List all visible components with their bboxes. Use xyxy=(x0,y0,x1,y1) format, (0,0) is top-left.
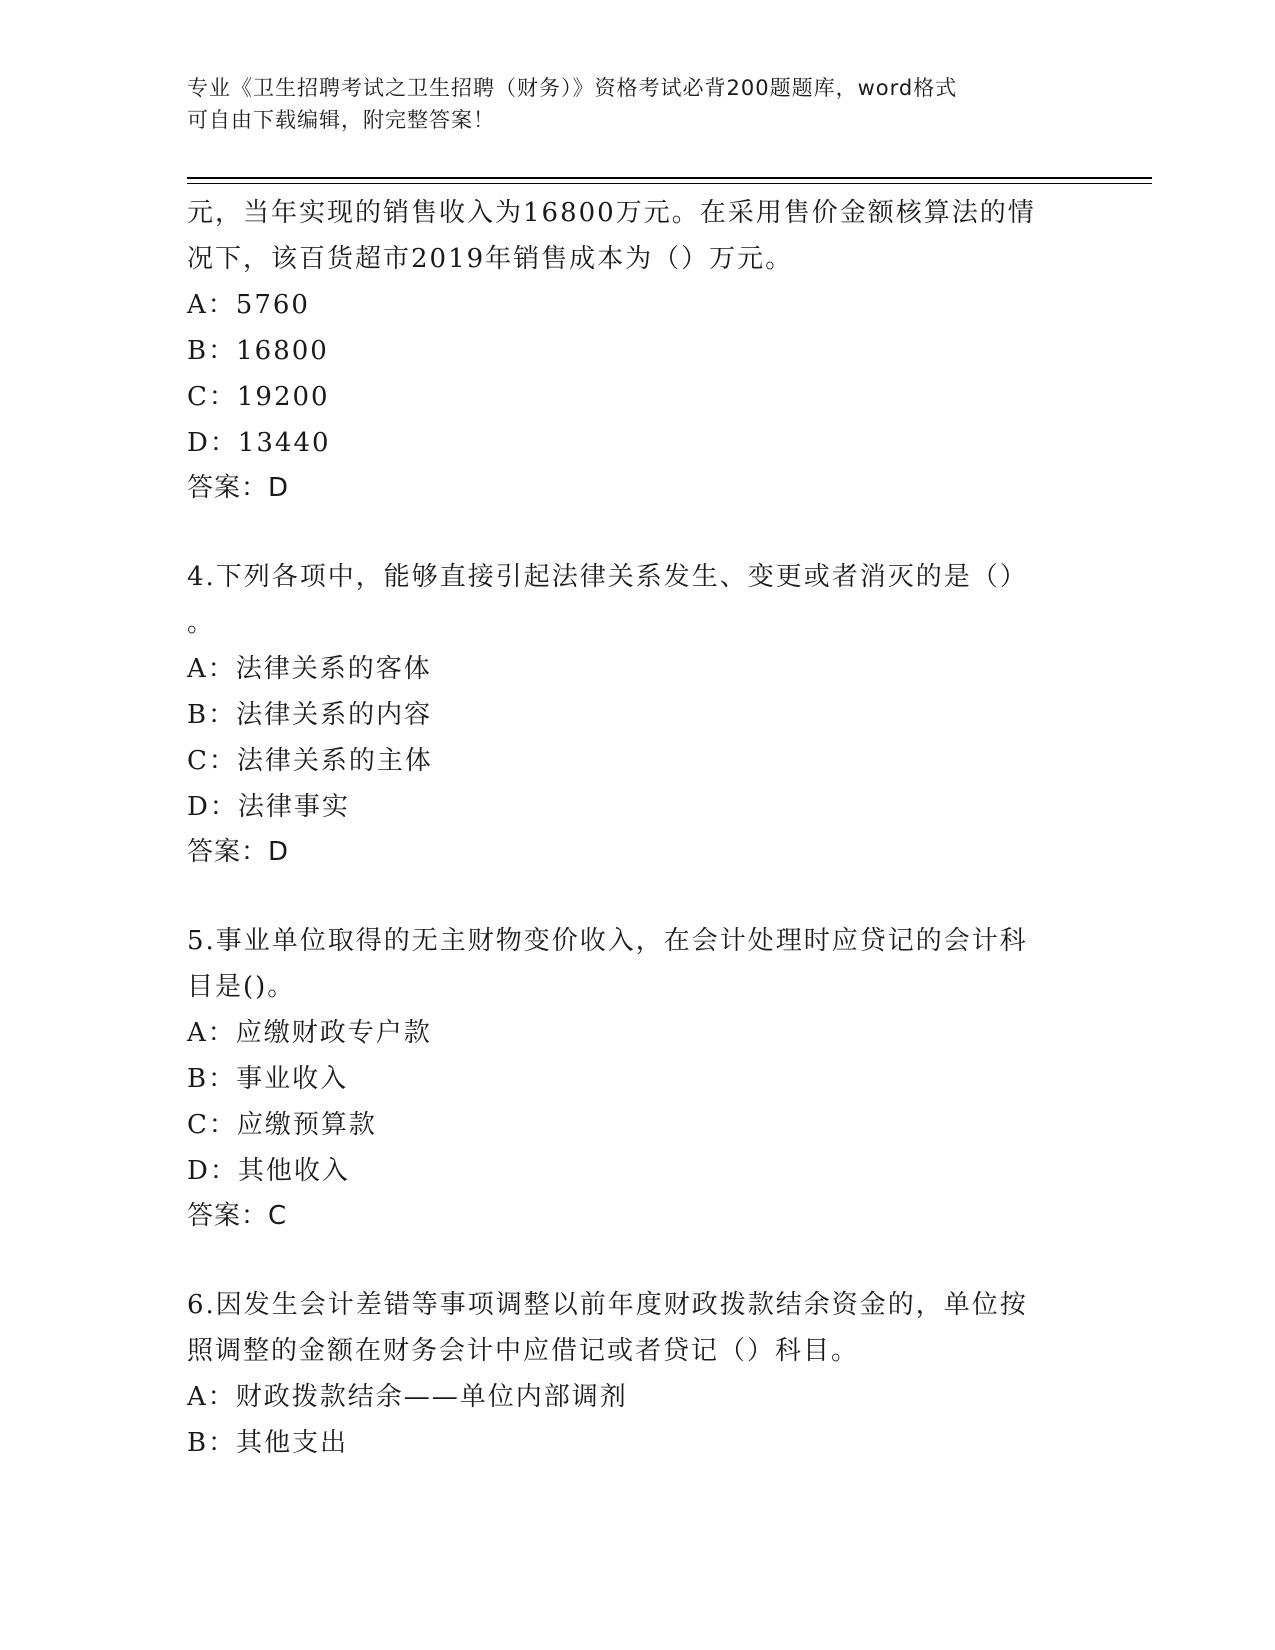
question-text-line: 6.因发生会计差错等事项调整以前年度财政拨款结余资金的，单位按 xyxy=(187,1290,1028,1320)
answer-line: 答案：D xyxy=(187,473,290,503)
question-text-line: 元，当年实现的销售收入为16800万元。在采用售价金额核算法的情 xyxy=(187,198,1036,228)
question-text-line: 。 xyxy=(187,608,216,638)
header-rule-thin xyxy=(187,183,1152,184)
option-d: D：其他收入 xyxy=(187,1156,350,1186)
question-text-line: 4.下列各项中，能够直接引起法律关系发生、变更或者消灭的是（） xyxy=(187,562,1028,592)
option-b: B：事业收入 xyxy=(187,1064,349,1094)
answer-line: 答案：D xyxy=(187,837,290,867)
question-text-line: 照调整的金额在财务会计中应借记或者贷记（）科目。 xyxy=(187,1336,860,1366)
header-rule-thick xyxy=(187,177,1152,179)
option-a: A：法律关系的客体 xyxy=(187,654,432,684)
option-c: C：应缴预算款 xyxy=(187,1110,377,1140)
question-text-line: 5.事业单位取得的无主财物变价收入，在会计处理时应贷记的会计科 xyxy=(187,926,1028,956)
option-a: A：5760 xyxy=(187,290,310,320)
question-6 xyxy=(187,1282,1067,1466)
option-c: C：19200 xyxy=(187,382,330,412)
question-4 xyxy=(187,554,1067,874)
option-b: B：其他支出 xyxy=(187,1428,349,1458)
question-text-line: 目是()。 xyxy=(187,972,296,1002)
option-b: B：法律关系的内容 xyxy=(187,700,433,730)
question-text-line: 况下，该百货超市2019年销售成本为（）万元。 xyxy=(187,244,794,274)
question-list xyxy=(187,190,1067,1510)
option-a: A：财政拨款结余——单位内部调剂 xyxy=(187,1382,628,1412)
option-d: D：13440 xyxy=(187,428,331,458)
answer-line: 答案：C xyxy=(187,1201,288,1231)
question-3 xyxy=(187,190,1067,510)
option-c: C：法律关系的主体 xyxy=(187,746,433,776)
page-header xyxy=(187,72,1067,136)
question-5 xyxy=(187,918,1067,1238)
header-line-2: 可自由下载编辑，附完整答案！ xyxy=(187,108,495,132)
option-a: A：应缴财政专户款 xyxy=(187,1018,432,1048)
option-d: D：法律事实 xyxy=(187,792,350,822)
header-line-1: 专业《卫生招聘考试之卫生招聘（财务）》资格考试必背200题题库，word格式 xyxy=(187,76,958,100)
option-b: B：16800 xyxy=(187,336,329,366)
